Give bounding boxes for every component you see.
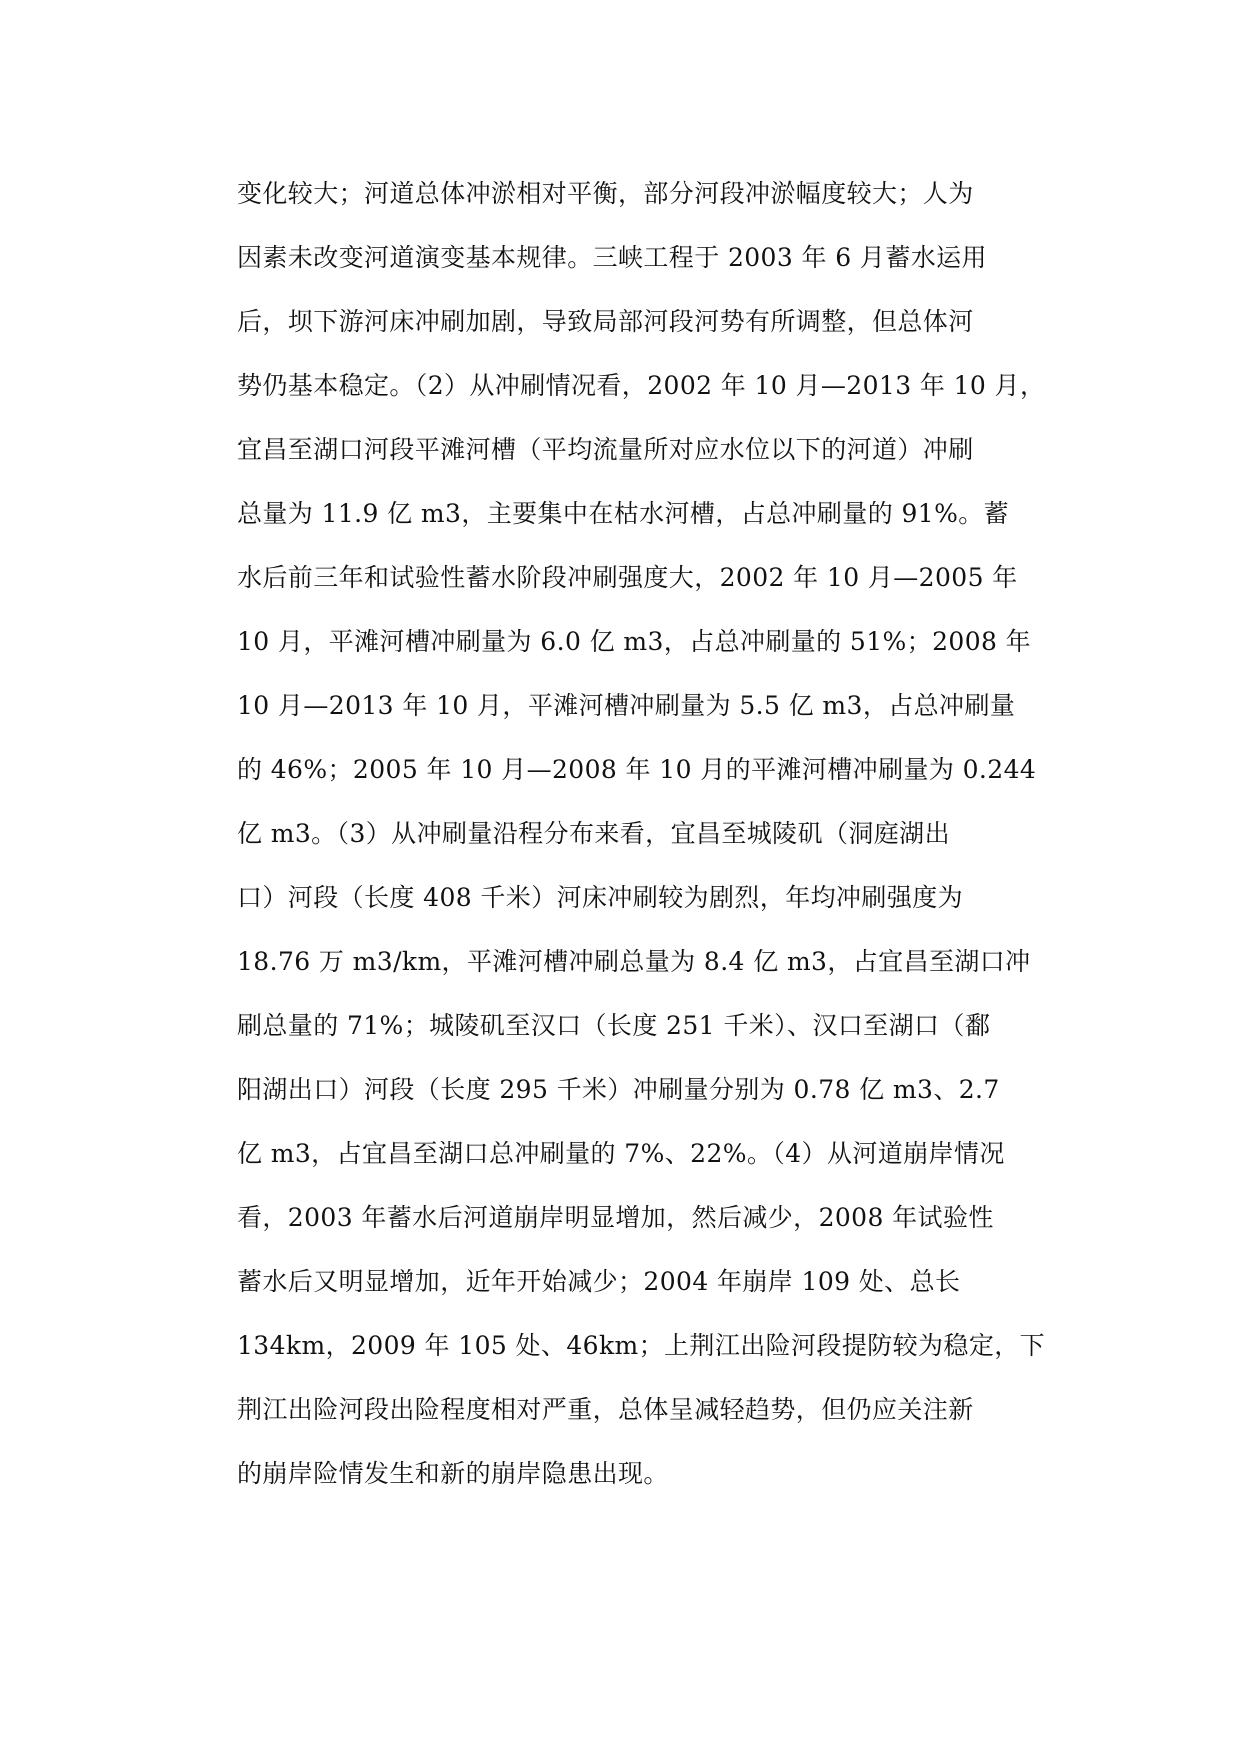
text-line: 水后前三年和试验性蓄水阶段冲刷强度大，2002 年 10 月—2005 年 bbox=[237, 563, 1018, 592]
text-line: 134km，2009 年 105 处、46km；上荆江出险河段提防较为稳定，下 bbox=[237, 1331, 1046, 1360]
text-line: 宜昌至湖口河段平滩河槽（平均流量所对应水位以下的河道）冲刷 bbox=[237, 435, 974, 464]
text-line: 18.76 万 m3/km，平滩河槽冲刷总量为 8.4 亿 m3，占宜昌至湖口冲 bbox=[237, 947, 1031, 976]
text-line: 势仍基本稳定。（2）从冲刷情况看，2002 年 10 月—2013 年 10 月， bbox=[237, 371, 1046, 400]
text-line: 的 46%；2005 年 10 月—2008 年 10 月的平滩河槽冲刷量为 0.244 bbox=[237, 755, 1037, 784]
text-line: 变化较大；河道总体冲淤相对平衡，部分河段冲淤幅度较大；人为 bbox=[237, 179, 974, 208]
text-line: 看，2003 年蓄水后河道崩岸明显增加，然后减少，2008 年试验性 bbox=[237, 1203, 994, 1232]
text-line: 蓄水后又明显增加，近年开始减少；2004 年崩岸 109 处、总长 bbox=[237, 1267, 961, 1296]
text-line: 的崩岸险情发生和新的崩岸隐患出现。 bbox=[237, 1459, 669, 1488]
text-line: 10 月—2013 年 10 月，平滩河槽冲刷量为 5.5 亿 m3，占总冲刷量 bbox=[237, 691, 1016, 720]
text-line: 荆江出险河段出险程度相对严重，总体呈减轻趋势，但仍应关注新 bbox=[237, 1395, 974, 1424]
body-text bbox=[237, 162, 1046, 1506]
text-line: 总量为 11.9 亿 m3，主要集中在枯水河槽，占总冲刷量的 91%。蓄 bbox=[237, 499, 1010, 528]
text-line: 阳湖出口）河段（长度 295 千米）冲刷量分别为 0.78 亿 m3、2.7 bbox=[237, 1075, 1000, 1104]
text-line: 刷总量的 71%；城陵矶至汉口（长度 251 千米）、汉口至湖口（鄱 bbox=[237, 1011, 991, 1040]
text-line: 口）河段（长度 408 千米）河床冲刷较为剧烈，年均冲刷强度为 bbox=[237, 883, 964, 912]
text-line: 因素未改变河道演变基本规律。三峡工程于 2003 年 6 月蓄水运用 bbox=[237, 243, 987, 272]
text-line: 后，坝下游河床冲刷加剧，导致局部河段河势有所调整，但总体河 bbox=[237, 307, 974, 336]
text-line: 亿 m3，占宜昌至湖口总冲刷量的 7%、22%。（4）从河道崩岸情况 bbox=[237, 1139, 1005, 1168]
text-line: 10 月，平滩河槽冲刷量为 6.0 亿 m3，占总冲刷量的 51%；2008 年 bbox=[237, 627, 1032, 656]
text-line: 亿 m3。（3）从冲刷量沿程分布来看，宜昌至城陵矶（洞庭湖出 bbox=[237, 819, 950, 848]
